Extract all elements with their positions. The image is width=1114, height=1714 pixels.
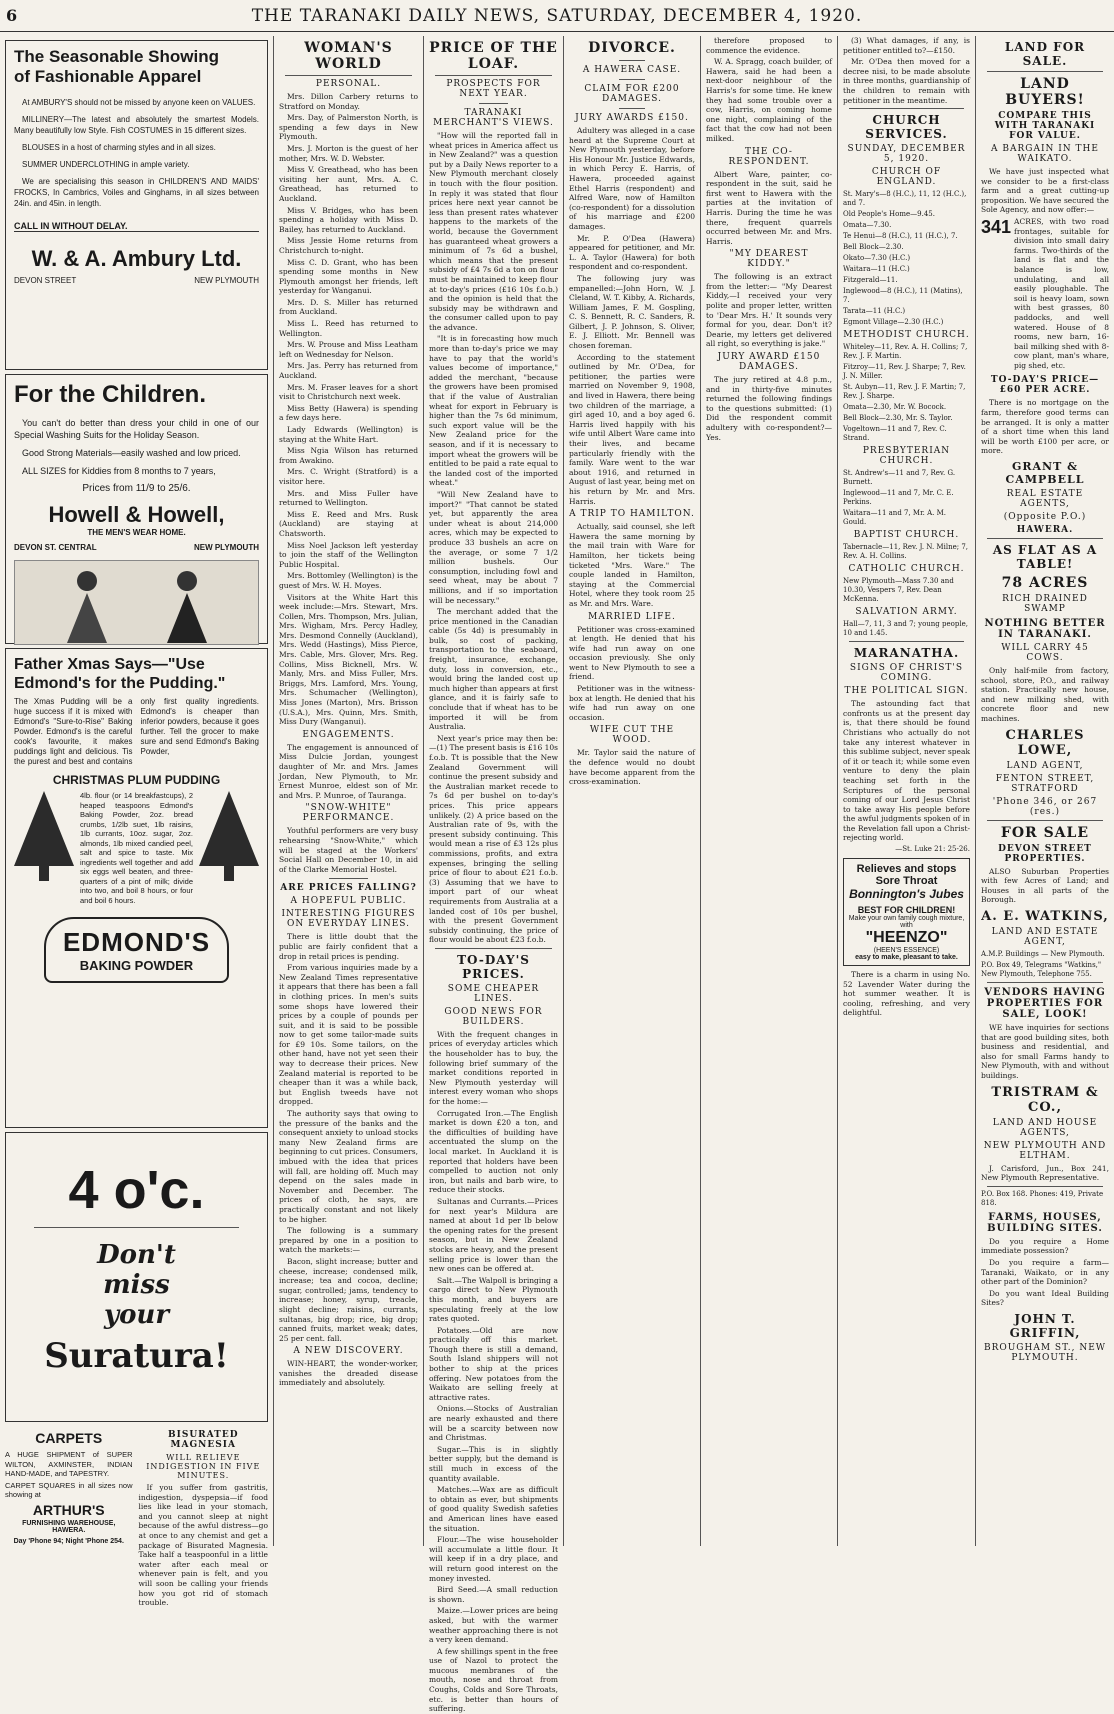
meth-item: Bell Block—2.30, Mr. S. Taylor. xyxy=(843,414,953,423)
acres-body: ACRES, with two road frontages, suitable for division into small dairy farms. Two-thirds of the land is flat and the balance is low, undulating, and all easily ploughable. The soil is heavy loam, sown with best grasses, 80 paddocks, and well watered. House of 8 rooms, new barn, 16-bail milking shed with 8-cow plant, man's whare, pig shed, etc. xyxy=(1014,216,1109,370)
ambury-firm: W. & A. Ambury Ltd. xyxy=(31,246,242,271)
flat-sub: RICH DRAINED SWAMP xyxy=(1002,594,1088,615)
griffin-body: Do you want Ideal Building Sites? xyxy=(981,1288,1109,1308)
personal-item: Miss E. Reed and Mrs. Rusk (Auckland) are staying at Chatsworth. xyxy=(279,509,418,538)
todays-head: TO-DAY'S PRICES. xyxy=(457,952,530,981)
carpets-firm: ARTHUR'S xyxy=(32,1501,105,1518)
divorce-column xyxy=(564,36,700,1546)
discovery-text: WIN-HEART, the wonder-worker, vanishes the dreaded disease immediately and absolutely. xyxy=(279,1359,418,1388)
edmonds-ad xyxy=(5,648,268,1128)
christmas-tree-icon xyxy=(14,791,74,881)
bonnington-sub: BEST FOR CHILDREN! xyxy=(857,905,956,916)
col5-body: W. A. Spragg, coach builder, of Hawera, said he had been a next-door neighbour of the Harris's for some time. He knew they had some trouble over a cow, Harris, on coming home one night, complaining of the fact that the cow had not been milked. xyxy=(706,57,832,143)
church-head: CHURCH SERVICES. xyxy=(865,113,948,142)
ambury-line: MILLINERY—The latest and absolutely the smartest Models. Many beautifully low Style. Fish COSTUMES in 15 different sizes. xyxy=(14,115,259,135)
divorce-body: Mr. P. O'Dea (Hawera) appeared for petitioner, and Mr. L. A. Taylor (Hawera) for both respondent and co-respondent. xyxy=(569,233,695,272)
bonnington-line: Relieves and stops Sore Throat xyxy=(856,863,957,888)
howell-street: DEVON ST. CENTRAL xyxy=(14,543,97,552)
tristram-rep: J. Carisford, Jun., Box 241, New Plymouth Representative. xyxy=(981,1163,1109,1183)
divorce-body: According to the statement outlined by Mr. O'Dea, for petitioner, the parties were married on November 9, 1908, and lived in Hawera, there being two children of the marriage, a girl aged 10, and a boy aged 6. Harris lived happily with his wife until Albert Ware came into their lives, and became particularly friendly with the family. Ware went to the war about 1916, and returned in August of last year, being met on his return by Mr. and Mrs. Harris. xyxy=(569,352,695,506)
prices-sub: A HOPEFUL PUBLIC. xyxy=(290,896,407,907)
loaf-body: "It is in forecasting how much more than to-day's price we may have to pay that the world's values become of importance," added the merchant, "because the growers have been promised that if the value of Australian wheat for export in February is higher than the 7s 6d minimum, such export value will be the New Zealand price for the season, and if it is necessary to import wheat the growers will be entitled to be paid a rate equal to the landed cost of the imported wheat." xyxy=(429,334,558,488)
cows: WILL CARRY 45 COWS. xyxy=(1001,643,1089,664)
todays-body: Bird Seed.—A small reduction is shown. xyxy=(429,1585,558,1604)
howell-line: ALL SIZES for Kiddies from 8 months to 7 years, xyxy=(22,466,216,476)
children-illustration xyxy=(14,560,259,645)
masthead xyxy=(0,0,1114,32)
personal-item: Mrs. Dillon Carbery returns to Stratford on Monday. xyxy=(279,92,418,111)
todays-body: Onions.—Stocks of Australian are nearly exhausted and there will be a scarcity between now and Christmas. xyxy=(429,1404,558,1443)
personal-item: Mrs. J. Morton is the guest of her mother, Mrs. W. D. Webster. xyxy=(279,143,418,163)
todays-body: With the frequent changes in prices of everyday articles which the householder has to buy, the following brief summary of the market conditions reported in New Plymouth yesterday will interest every woman who shops for the home:— xyxy=(429,1029,558,1107)
tristram-firm: TRISTRAM & CO., xyxy=(991,1084,1099,1115)
todays-body: Maize.—Lower prices are being asked, but with the warmer weather approaching there is not a very keen demand. xyxy=(429,1606,558,1645)
personal-item: Mrs. M. Fraser leaves for a short visit to Christchurch next week. xyxy=(279,382,418,402)
suratura-line: miss xyxy=(103,1270,170,1300)
howell-line: Good Strong Materials—easily washed and low priced. xyxy=(22,448,241,458)
edmonds-logo-text: EDMOND'S xyxy=(62,927,211,957)
loaf-title: PRICE OF THE LOAF. xyxy=(429,40,558,72)
coe-item: Fitzgerald—11. xyxy=(843,276,898,285)
ambury-line: At AMBURY'S should not be missed by anyone keen on VALUES. xyxy=(22,98,256,107)
todays-sub: SOME CHEAPER LINES. xyxy=(447,983,540,1004)
prices-body: The following is a summary prepared by one in a position to watch the markets:— xyxy=(279,1226,418,1255)
suratura-time: 4 o'c. xyxy=(68,1160,205,1220)
meth-head: METHODIST CHURCH. xyxy=(843,330,970,341)
bisurated-body: If you suffer from gastritis, indigestion, dyspepsia—if food lies like lead in your stomach, and you cannot sleep at night because of the awful distress—go at once to any chemist and get a package of Bisurated Magnesia. Take half a teaspoonful in a little water after each meal or whenever pain is felt, and you will soon be calling your friends how you got rid of stomach trouble. xyxy=(138,1483,268,1608)
bap-head: BAPTIST CHURCH. xyxy=(853,530,960,541)
carpets-ad xyxy=(5,1426,133,1610)
howell-line: You can't do better than dress your child in one of our Special Washing Suits for the Holiday Season. xyxy=(14,418,259,440)
snow-text: Youthful performers are very busy rehearsing "Snow-White," which will be staged at the Workers' Social Hall on December 10, in aid of the Clarke Memorial Hostel. xyxy=(279,826,418,874)
land-column xyxy=(976,36,1114,1546)
trip-head: A TRIP TO HAMILTON. xyxy=(569,509,695,520)
howell-ad xyxy=(5,374,268,644)
page-number: 6 xyxy=(6,6,18,25)
personal-item: Miss V. Greathead, who has been visiting her aunt, Mrs. A. C. Greathead, has returned to Auckland. xyxy=(279,165,418,203)
nothing-better: NOTHING BETTER IN TARANAKI. xyxy=(984,618,1106,641)
carpets-phone: Day 'Phone 94; Night 'Phone 254. xyxy=(13,1537,124,1545)
col6-top: Mr. O'Dea then moved for a decree nisi, to be made absolute in three months, guardianship of the children to remain with petitioner in the meantime. xyxy=(843,57,970,105)
carpets-sub: FURNISHING WAREHOUSE, HAWERA. xyxy=(22,1519,116,1534)
snow-head: "SNOW-WHITE" PERFORMANCE. xyxy=(302,803,395,824)
personal-item: Mrs. Day, of Palmerston North, is spending a few days in New Plymouth. xyxy=(279,113,418,142)
salv-head: SALVATION ARMY. xyxy=(855,607,958,618)
christmas-tree-icon xyxy=(199,791,259,881)
todays-body: Corrugated Iron.—The English market is down £20 a ton, and the difficulties of building have accentuated the slump on the local market. In Auckland it is reported that holders have been compelled to auction not only iron, but nails and barb wire, to reduce their stocks. xyxy=(429,1108,558,1195)
personal-item: Mrs. Bottomley (Wellington) is the guest of Mrs. W. H. Moyes. xyxy=(279,571,418,590)
lavender-text: There is a charm in using No. 52 Lavender Water during the hot summer weather. It is cooling, refreshing, and very delightful. xyxy=(843,970,970,1018)
personal-item: Miss L. Reed has returned to Wellington. xyxy=(279,319,418,338)
married-head: MARRIED LIFE. xyxy=(588,611,676,622)
meth-item: Omata—2.30, Mr. W. Bocock. xyxy=(843,403,947,412)
personal-item: Miss Jessie Home returns from Christchurch to-night. xyxy=(279,236,418,255)
personal-item: Miss V. Bridges, who has been spending a holiday with Miss D. Bailey, has returned to Auckland. xyxy=(279,205,418,234)
flat-head: AS FLAT AS A TABLE! xyxy=(992,543,1098,572)
terms: TO-DAY'S PRICE—£60 PER ACRE. xyxy=(990,375,1100,396)
coe-item: Waitara—11 (H.C.) xyxy=(843,265,910,274)
todays-body: Salt.—The Walpoll is bringing a cargo direct to New Plymouth this month, and buyers are speculating freely at the low rates quoted. xyxy=(429,1275,558,1324)
personal-item: Mrs. C. Wright (Stratford) is a visitor here. xyxy=(279,467,418,486)
watkins-addr: A.M.P. Buildings — New Plymouth. xyxy=(981,949,1105,958)
loaf-body: "Will New Zealand have to import?" "That cannot be stated yet, but apparently the area under wheat is about 214,000 acres, which may be expected to produce 33 bushels an acre on the average, or some 7 1/2 million bushels. Our consumption, including fowl and seed wheat, may be about 7 millions, and if so importation will be necessary." xyxy=(429,489,558,605)
loaf-body: "How will the reported fall in wheat prices in America affect us in New Zealand?" was a question put by a Daily News reporter to a New Plymouth merchant closely in touch with the flour position. In reply it was stated that flour prices here next year cannot be less than present rates whatever happens to the markets of the world, because the Government has guaranteed wheat growers a minimum of 7s 6d a bushel, which means that the present subsidy of £4 7s 6d a ton on flour must be maintained to keep flour at to-day's prices (£16 10s f.o.b.) and the opinion is held that the subsidy may be withdrawn and the consumer called upon to pay the advance. xyxy=(429,131,558,332)
maranatha-body: The astounding fact that confronts us at the present day is, that there should be found Christians who actually do not take any interest whatever in this sublime subject, never speak of it or teach it; while some even venture to deny the plain teaching set forth in the Scriptures of the personal coming of our Lord Jesus Christ to take away His people before the awful judgments spoken of in the Revelation fall upon a Christ-rejecting world. xyxy=(843,699,970,843)
maranatha-sub: THE POLITICAL SIGN. xyxy=(844,686,969,697)
meth-item: St. Aubyn—11, Rev. J. F. Martin; 7, Rev. J. Sharpe. xyxy=(843,383,966,401)
ambury-town: NEW PLYMOUTH xyxy=(194,276,259,285)
heenzo-sub: (HEEN'S ESSENCE) xyxy=(873,947,940,955)
bisurated-title: BISURATED MAGNESIA xyxy=(168,1430,239,1450)
todays-body: Potatoes.—Old are now practically off this market. Though there is still a demand, South Island shippers will not bother to ship at the prices offering. New potatoes from the Waikato are selling freely at attractive rates. xyxy=(429,1325,558,1402)
ambury-line: We are specialising this season in CHILDREN'S AND MAIDS' FROCKS, In Cambrics, Voiles and Ginghams, in all sizes between 24in. and 45in. in length. xyxy=(14,177,259,208)
devon-body: ALSO Suburban Properties with few Acres of Land; and Houses in all parts of the Borough. xyxy=(981,866,1109,905)
prices-body: The authority says that owing to the pressure of the banks and the consequent anxiety to unload stocks many New Zealand firms are beginning to cut prices. Consumers, imbued with the idea that prices will fall, are holding off. Much may depend on the sales made in November and December. The prices of cloth, he says, are practically constant and not likely to be higher. xyxy=(279,1109,418,1224)
todays-sub: GOOD NEWS FOR BUILDERS. xyxy=(444,1006,543,1027)
grant-addr: (Opposite P.O.) xyxy=(1003,512,1087,523)
wife-head: WIFE CUT THE WOOD. xyxy=(589,725,675,746)
maranatha-sub: SIGNS OF CHRIST'S COMING. xyxy=(849,663,964,684)
todays-body: Sultanas and Currants.—Prices for next year's Mildura are named at about 1d per lb below the opening rates for the present season, but in New Zealand stocks are heavy, and the present selling price is lower than the new ones can be offered at. xyxy=(429,1196,558,1274)
howell-address xyxy=(14,543,259,552)
bonnington-sub2: Make your own family cough mixture, with xyxy=(848,915,965,930)
suratura-line: Don't xyxy=(97,1240,176,1270)
womans-world-column xyxy=(274,36,423,1546)
land-buyers: LAND BUYERS! xyxy=(1005,76,1085,108)
ambury-address xyxy=(14,276,259,285)
loaf-sub: TARANAKI MERCHANT'S VIEWS. xyxy=(433,108,554,128)
ambury-street: DEVON STREET xyxy=(14,276,77,285)
loaf-body: The merchant added that the price mentioned in the Canadian cable (5s 4d) is presumably in bulk, so cost of packing, transportation to the seaboard, freight, insurance, exchange, duty, loss in conversion, etc., would bring the landed cost up much higher than appears at first glance, and it is fairly safe to conclude that if wheat has to be imported it will be from Australia. xyxy=(429,607,558,732)
prices-body: Bacon, slight increase; butter and cheese, increase; condensed milk, increase; tea and cocoa, decline; sugar, controlled; jams, tendency to increase; honey, syrup, treacle, slight decline; raisins, currants, sultanas, big drop; rice, big drop; canned fruits, market weak; dates, 25 per cent. fall. xyxy=(279,1256,418,1343)
tristram-addr: NEW PLYMOUTH AND ELTHAM. xyxy=(983,1140,1107,1161)
pres-head: PRESBYTERIAN CHURCH. xyxy=(862,446,951,467)
col6-top: (3) What damages, if any, is petitioner entitled to?—£150. xyxy=(843,36,970,55)
howell-firm: Howell & Howell, xyxy=(48,502,225,527)
coe-item: Omata—7.30. xyxy=(843,221,892,230)
ads-column xyxy=(0,36,273,1608)
edmonds-recipe: 4lb. flour (or 14 breakfastcups), 2 heaped teaspoons Edmond's Baking Powder, 2oz. bread crumbs, 1/2lb suet, 1lb raisins, 1lb currants, 10oz. sugar, 2oz. almonds, 1lb mixed candied peel, salt and spice to taste. Mix ingredients well together and add six eggs well beaten, and three-quarters of a pint of milk; divide into two, and boil 8 hours, or four and boil 6 hours. xyxy=(80,791,193,905)
ambury-line: SUMMER UNDERCLOTHING in ample variety. xyxy=(22,160,190,169)
coe-item: Egmont Village—2.30 (H.C.) xyxy=(843,318,944,327)
pres-item: Inglewood—11 and 7, Mr. C. E. Perkins. xyxy=(843,489,954,507)
ambury-call: CALL IN WITHOUT DELAY. xyxy=(14,221,259,232)
for-sale-2: FOR SALE xyxy=(1000,824,1090,841)
personal-item: Lady Edwards (Wellington) is staying at the White Hart. xyxy=(279,425,418,444)
loaf-sub: PROSPECTS FOR NEXT YEAR. xyxy=(446,79,541,99)
personal-head: PERSONAL. xyxy=(315,79,382,89)
waikato: A BARGAIN IN THE WAIKATO. xyxy=(991,144,1099,164)
personal-item: Miss Noel Jackson left yesterday to join the staff of the Wellington Public Hospital. xyxy=(279,540,418,569)
griffin-body: Do you require a Home immediate possession? xyxy=(981,1236,1109,1256)
waikato-body: We have just inspected what we consider to be a first-class farm and a great cutting-up proposition. We have secured the Sole Agency, and now offer:— xyxy=(981,167,1109,215)
griffin-body: Do you require a farm—Taranaki, Waikato, or in any other part of the Dominion? xyxy=(981,1257,1109,1287)
bonnington-ad xyxy=(843,858,970,966)
flat-acres: 78 ACRES xyxy=(1001,575,1089,592)
grant-town: HAWERA. xyxy=(1016,525,1074,536)
loaf-tail: A few shillings spent in the free use of Nazol to protect the mucous membranes of the mouth, nose and throat from Coughs, Colds and Sore Throats, etc. is better than hours of suffering. xyxy=(429,1646,558,1714)
meth-item: Vogeltown—11 and 7, Rev. C. Strand. xyxy=(843,425,947,443)
watkins-box: P.O. Box 49, Telegrams "Watkins," New Plymouth, Telephone 755. xyxy=(981,960,1102,978)
prices-sub: INTERESTING FIGURES ON EVERYDAY LINES. xyxy=(281,909,416,930)
howell-prices: Prices from 11/9 to 25/6. xyxy=(82,483,191,494)
suratura-brand: Suratura! xyxy=(44,1336,229,1376)
howell-town: NEW PLYMOUTH xyxy=(193,543,259,552)
ambury-title-2: of Fashionable Apparel xyxy=(14,67,202,86)
devon-head: DEVON STREET PROPERTIES. xyxy=(998,843,1092,864)
griffin-box: P.O. Box 168. Phones: 419, Private 818. xyxy=(981,1189,1104,1207)
todays-body: Matches.—Wax are as difficult to obtain as ever, but shipments of good quality Swedish safeties and American lines have eased the situation. xyxy=(429,1485,558,1533)
loaf-body: Next year's price may then be:—(1) The present basis is £16 10s f.o.b. Tt is possible that the New Zealand Government will continue the present subsidy and the Australian market recede to 7s 6d per bushel on to-day's prices. This price appears unlikely. (2) A price based on the Australian rate of 9s, with the present subsidy continuing. This would mean a rise of £3 12s plus commissions, profits, and extra expenses, bringing the selling price of flour to about £21 f.o.b. (3) Assuming that we have to import part of our wheat requirements from Australia at a landed cost of 10s per bushel, with the present Government subsidy continuing, the price of flour would be about £23 f.o.b. xyxy=(429,733,558,945)
grant-sub: REAL ESTATE AGENTS, xyxy=(1006,489,1084,510)
heenzo: "HEENZO" xyxy=(865,929,948,947)
award-body: The jury retired at 4.8 p.m., and in thirty-five minutes returned the following findings to the questions submitted: (1) Did the respondent commit adultery with co-respondent?—Yes. xyxy=(706,375,832,442)
church-column xyxy=(838,36,975,1546)
bisurated-sub: WILL RELIEVE INDIGESTION IN FIVE MINUTES. xyxy=(146,1453,261,1480)
engagement-text: The engagement is announced of Miss Dulcie Jordan, youngest daughter of Mr. and Mrs. James Jordan, New Plymouth, to Mr. Ernest Munroe, eldest son of Mr. and Mrs. P. Munroe, of Tauranga. xyxy=(279,742,418,800)
griffin-addr: BROUGHAM ST., NEW PLYMOUTH. xyxy=(983,1342,1107,1363)
cath-item: New Plymouth—Mass 7.30 and 10.30, Vespers 7, Rev. Dean McKenna. xyxy=(843,577,954,604)
coe-head: CHURCH OF ENGLAND. xyxy=(871,167,942,188)
prices-body: There is little doubt that the public are fairly confident that a drop in retail prices is pending. xyxy=(279,932,418,961)
lowe-firm: CHARLES LOWE, xyxy=(1005,727,1085,758)
personal-item: Mrs. and Miss Fuller have returned to Wellington. xyxy=(279,488,418,508)
edmonds-recipe-title: CHRISTMAS PLUM PUDDING xyxy=(52,773,221,787)
edmonds-logo-sub: BAKING POWDER xyxy=(79,958,194,973)
griffin-firm: JOHN T. GRIFFIN, xyxy=(1009,1311,1081,1340)
bap-item: Tabernacle—11, Rev. J. N. Milne; 7, Rev. A. H. Collins. xyxy=(843,543,968,561)
visitors-text: Visitors at the White Hart this week include:—Mrs. Stewart, Mrs. Collen, Mrs. Thompson, Mrs. Julian, Mrs. Wigham, Mrs. Percy Hadley, Mrs. Desmond Connelly (Auckland), Mrs. Wedd (Hastings), Miss Pierce, Mrs. Cable, Mrs. Glover, Mrs. Reg. Collins, Miss Bicknell, Mrs. W. Manly, Mrs. and Miss Fuller, Mrs. Briggs, Mrs. Lamford, Mrs. Young, Mrs. Schumacher (Wellington), Miss Jones (Marton), Mrs. Brisson (U.S.A.), Mrs. Quinn, Mrs. Smith, Miss Dury (Wanganui). xyxy=(279,592,418,727)
coe-item: Inglewood—8 (H.C.), 11 (Matins), 7. xyxy=(843,287,963,305)
coe-item: Okato—7.30 (H.C.) xyxy=(843,254,911,263)
lowe-addr: FENTON STREET, STRATFORD xyxy=(995,773,1095,794)
loaf-column xyxy=(424,36,563,1714)
meth-item: Whiteley—11, Rev. A. H. Collins; 7, Rev. J. F. Martin. xyxy=(843,343,968,361)
coe-item: Bell Block—2.30. xyxy=(843,243,904,252)
kiddy-head: "MY DEAREST KIDDY." xyxy=(729,249,809,270)
edmonds-recipe-row xyxy=(14,791,259,907)
coresp-body: Albert Ware, painter, co-respondent in the suit, said he first went to Hawera with the parties at the invitation of Harris. During the time he was there, frequent quarrels occurred between Mr. and Mrs. Harris. xyxy=(706,169,832,246)
divorce-sub: CLAIM FOR £200 DAMAGES. xyxy=(584,84,680,104)
wife-body: Mr. Taylor said the nature of the defence would no doubt have become apparent from the cross-examination. xyxy=(569,748,695,787)
todays-body: Sugar.—This is in slightly better supply, but the demand is still much in excess of the quantity available. xyxy=(429,1444,558,1483)
coe-item: St. Mary's—8 (H.C.), 11, 12 (H.C.), and 7. xyxy=(843,190,967,208)
meth-item: Fitzroy—11, Rev. J. Sharpe; 7, Rev. J. N. Miller. xyxy=(843,363,966,381)
compare: COMPARE THIS WITH TARANAKI FOR VALUE. xyxy=(994,111,1096,141)
personal-item: Miss Ngia Wilson has returned from Awakino. xyxy=(279,446,418,465)
bottom-ads-row xyxy=(5,1426,268,1610)
discovery-head: A NEW DISCOVERY. xyxy=(293,1346,404,1357)
prices-body: From various inquiries made by a New Zealand Times representative it appears that there has been a fall in clothing prices. In men's suits some shops have lowered their prices by a couple of pounds per suit, and it is said to be possible now to get some tailor-made suits for £9 10s. Some tailors, on the other hand, have not yet seen their way to decrease their prices. New Zealand material is reported to be cheaper than it was a while back, but English tweeds have not dropped. xyxy=(279,963,418,1107)
griffin-head: FARMS, HOUSES, BUILDING SITES. xyxy=(987,1211,1103,1234)
bonnington-brand: Bonnington's Jubes xyxy=(849,887,964,902)
suratura-line: your xyxy=(103,1300,170,1330)
coe-item: Old People's Home—9.45. xyxy=(843,210,935,219)
edmonds-logo xyxy=(44,917,229,983)
divorce-body: The following jury was empanelled:—John Horn, W. J. Cleland, W. T. Kibby, A. Richards, William James, F. M. Gospling, C. S. Bennett, R. C. Sanders, R. Gilbert, J. P. Johnson, S. Oliver, E. J. Elliott. Mr. Bennell was chosen foreman. xyxy=(569,273,695,351)
terms-body: There is no mortgage on the farm, therefore good terms can be arranged. It is only a matter of a short time when this land will be worth £100 per acre, or more. xyxy=(981,398,1109,456)
award-head: JURY AWARD £150 DAMAGES. xyxy=(717,352,821,373)
kiddy-body: The following is an extract from the letter:— "My Dearest Kiddy,—I received your very polite and proper letter, written to 'Dear Mrs. H.' It sounds very formal for you, dear. Don't it? Dearie, my letters get delivered all right, so everything is jake." xyxy=(706,272,832,349)
church-sub: SUNDAY, DECEMBER 5, 1920. xyxy=(847,144,966,165)
carpets-line: CARPET SQUARES in all sizes now showing at xyxy=(5,1480,133,1500)
maranatha-head: MARANATHA. xyxy=(853,646,960,661)
personal-item: Mrs. D. S. Miller has returned from Auckland. xyxy=(279,297,418,317)
cows-body: Only half-mile from factory, school, store, P.O., and railway station. Practically new house, and new milking shed, with concrete floor and new machines. xyxy=(981,666,1109,723)
howell-tagline: THE MEN'S WEAR HOME. xyxy=(87,528,186,537)
masthead-title: THE TARANAKI DAILY NEWS, SATURDAY, DECEMBER 4, 1920. xyxy=(251,6,863,26)
watkins-sub: LAND AND ESTATE AGENT, xyxy=(991,926,1099,947)
prices-head: ARE PRICES FALLING? xyxy=(280,883,417,894)
ambury-title: The Seasonable Showing xyxy=(14,47,219,66)
lowe-sub: LAND AGENT, xyxy=(1006,760,1084,771)
edmonds-headline: Father Xmas Says—"Use Edmond's for the Pudding." xyxy=(14,656,226,692)
divorce-sub: A HAWERA CASE. xyxy=(582,65,682,75)
watkins-firm: A. E. WATKINS, xyxy=(981,908,1109,924)
pres-item: Waitara—11 and 7, Mr. A. M. Gould. xyxy=(843,509,947,527)
personal-item: Mrs. W. Prouse and Miss Leatham left on Wednesday for Nelson. xyxy=(279,340,418,359)
tristram-sub: LAND AND HOUSE AGENTS, xyxy=(992,1117,1098,1138)
coe-item: Tarata—11 (H.C.) xyxy=(843,307,906,316)
womans-world-title: WOMAN'S WORLD xyxy=(304,40,393,72)
pres-item: St. Andrew's—11 and 7, Rev. G. Burnett. xyxy=(843,469,956,487)
coe-item: Te Henui—8 (H.C.), 11 (H.C.), 7. xyxy=(843,232,958,241)
divorce-cont-column xyxy=(701,36,837,1546)
suratura-ad xyxy=(5,1132,268,1422)
trip-body: Actually, said counsel, she left Hawera the same morning by the mail train with Ware for Hamilton, her tickets being ticketed "Mrs. Ware." The couple landed in Hamilton, staying at the Commercial Hotel, where they took room 25 as Mr. and Mrs. Ware. xyxy=(569,522,695,608)
acres-num: 341 xyxy=(981,216,1012,237)
edmonds-text: The Xmas Pudding will be a huge success if it is mixed with Edmond's "Sure-to-Rise" Baking Powder. Edmond's is the careful cook's favourite, it makes puddings light and delicious. Tis the purest and best and contains only first quality ingredients. Edmond's is cheaper than inferior powders, because it goes further. Tell the grocer to make sure and send Edmond's Baking Powder, xyxy=(14,697,259,766)
carpets-title: CARPETS xyxy=(35,1430,103,1446)
bisurated-ad xyxy=(139,1426,269,1610)
married-body: Petitioner was cross-examined at length. He denied that his wife had run away on one occasion previously. She only went to New Plymouth to see a friend. xyxy=(569,624,695,682)
grant-firm: GRANT & CAMPBELL xyxy=(1005,460,1085,487)
todays-body: Flour.—The wise householder will accumulate a little flour. It will keep if in a dry place, and will return good interest on the money invested. xyxy=(429,1535,558,1583)
engagements-head: ENGAGEMENTS. xyxy=(302,729,395,740)
carpets-line: A HUGE SHIPMENT of SUPER WILTON, AXMINSTER, INDIAN HAND-MADE, and TAPESTRY. xyxy=(5,1450,133,1479)
land-for-sale-head: LAND FOR SALE. xyxy=(1004,40,1086,68)
vendors-body: WE have inquiries for sections that are good building sites, both business and residential, and also for small Farms handy to New Plymouth, with and without buildings. xyxy=(981,1022,1109,1080)
personal-item: Miss C. D. Grant, who has been spending some months in New Plymouth amongst her friends, left yesterday for Wanganui. xyxy=(279,257,418,296)
coresp-head: THE CO-RESPONDENT. xyxy=(728,146,810,167)
ambury-ad xyxy=(5,40,268,370)
divorce-title: DIVORCE. xyxy=(588,40,676,56)
personal-item: Miss Betty (Hawera) is spending a few days here. xyxy=(279,403,418,423)
lowe-phone: 'Phone 346, or 267 (res.) xyxy=(992,796,1098,817)
maranatha-ref: —St. Luke 21: 25-26. xyxy=(895,845,970,854)
heenzo-tag: easy to make, pleasant to take. xyxy=(855,954,958,962)
ambury-line: BLOUSES in a host of charming styles and in all sizes. xyxy=(22,143,216,152)
acres-row xyxy=(981,217,1109,373)
col5-body: therefore proposed to commence the evidence. xyxy=(706,36,832,55)
children-drawing-icon xyxy=(37,563,237,643)
howell-title: For the Children. xyxy=(14,381,206,408)
divorce-body: Petitioner was in the witness-box at length. He denied that his wife had run away on one occasion. xyxy=(569,684,695,722)
personal-item: Mrs. Jas. Perry has returned from Auckland. xyxy=(279,361,418,381)
vendors-head: VENDORS HAVING PROPERTIES FOR SALE, LOOK! xyxy=(984,986,1106,1020)
salv-item: Hall—7, 11, 3 and 7; young people, 10 and 1.45. xyxy=(843,620,968,638)
divorce-body: Adultery was alleged in a case heard at the Supreme Court at New Plymouth yesterday, before His Honour Mr. Justice Edwards, in which Percy E. Harris, of Hawera, proceeded against Ethel Harris (respondent) and Alfred Ware, now of Hamilton (co-respondent) for a dissolution of his marriage and £200 damages. xyxy=(569,126,695,231)
divorce-sub: JURY AWARDS £150. xyxy=(575,113,689,123)
cath-head: CATHOLIC CHURCH. xyxy=(848,564,965,575)
